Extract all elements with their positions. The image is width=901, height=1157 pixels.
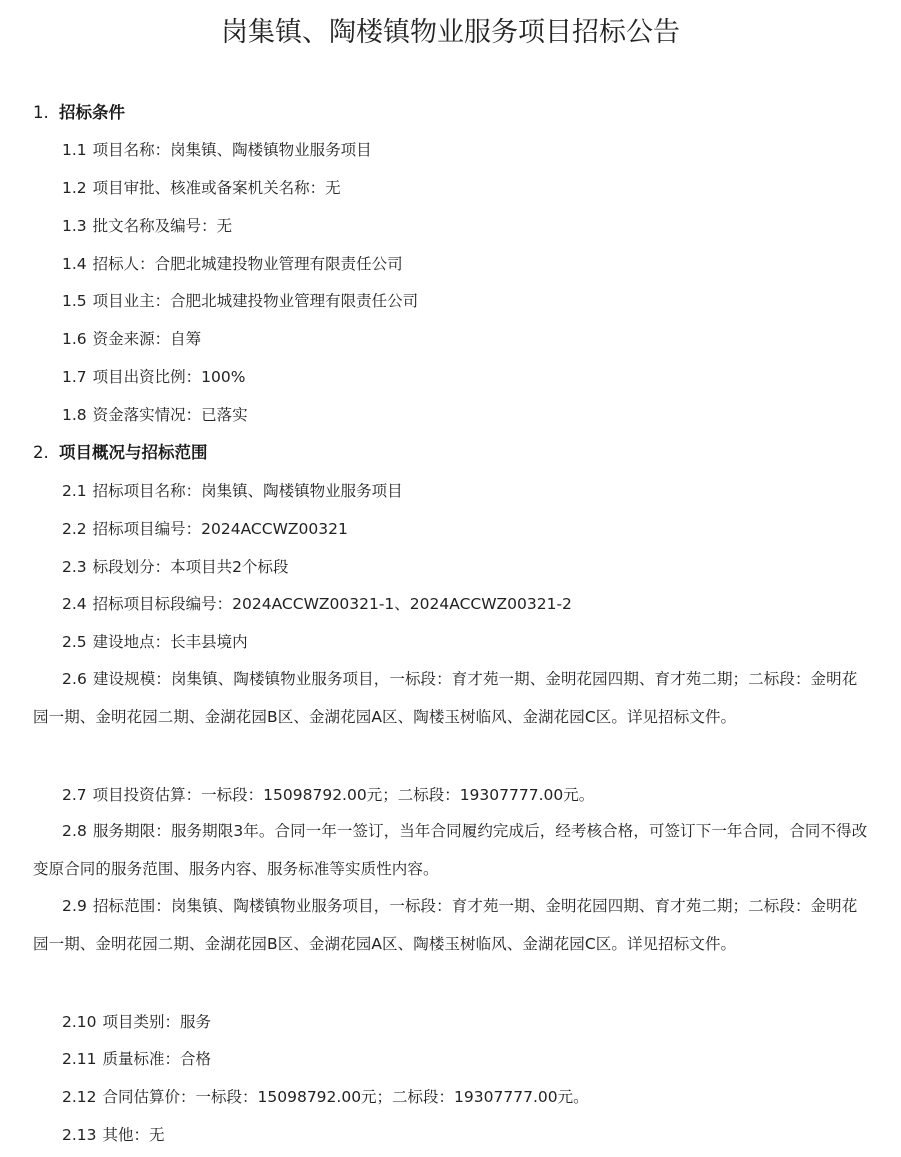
paragraph-item bbox=[33, 888, 868, 963]
item-number: 2.13 bbox=[62, 1126, 97, 1144]
list-item bbox=[62, 1010, 211, 1034]
item-text: 项目业主：合肥北城建投物业管理有限责任公司 bbox=[92, 292, 419, 310]
section-title: 项目概况与招标范围 bbox=[59, 443, 208, 462]
item-number: 2.3 bbox=[62, 558, 87, 576]
item-number: 1.5 bbox=[62, 292, 87, 310]
list-item bbox=[62, 138, 372, 162]
item-text: 建设规模：岗集镇、陶楼镇物业服务项目，一标段：育才苑一期、金明花园四期、育才苑二期；二标段：金明花园一期、金明花园二期、金湖花园B区、金湖花园A区、陶楼玉树临风、金湖花园C区。详见招标文件。 bbox=[33, 670, 858, 726]
item-text: 资金来源：自筹 bbox=[92, 330, 202, 348]
item-text: 项目出资比例：100% bbox=[92, 368, 246, 386]
item-text: 招标范围：岗集镇、陶楼镇物业服务项目，一标段：育才苑一期、金明花园四期、育才苑二期；二标段：金明花园一期、金明花园二期、金湖花园B区、金湖花园A区、陶楼玉树临风、金湖花园C区。详见招标文件。 bbox=[33, 897, 858, 953]
item-number: 1.4 bbox=[62, 255, 87, 273]
item-number: 2.7 bbox=[62, 786, 87, 804]
section-number: 2. bbox=[33, 443, 49, 462]
list-item bbox=[62, 1047, 211, 1071]
list-item bbox=[62, 517, 348, 541]
list-item bbox=[62, 630, 248, 654]
paragraph-item bbox=[33, 813, 868, 888]
list-item bbox=[62, 252, 403, 276]
section-number: 1. bbox=[33, 103, 49, 122]
item-number: 1.6 bbox=[62, 330, 87, 348]
list-item bbox=[62, 783, 594, 807]
item-number: 2.9 bbox=[62, 897, 87, 915]
item-number: 2.10 bbox=[62, 1013, 97, 1031]
item-text: 项目投资估算：一标段：15098792.00元；二标段：19307777.00元。 bbox=[92, 786, 595, 804]
item-text: 招标人：合肥北城建投物业管理有限责任公司 bbox=[92, 255, 403, 273]
section-heading-2 bbox=[33, 441, 208, 465]
item-number: 2.4 bbox=[62, 595, 87, 613]
item-number: 2.11 bbox=[62, 1050, 97, 1068]
list-item bbox=[62, 403, 248, 427]
section-title: 招标条件 bbox=[59, 103, 125, 122]
item-number: 1.8 bbox=[62, 406, 87, 424]
list-item bbox=[62, 327, 201, 351]
list-item bbox=[62, 592, 572, 616]
item-number: 1.2 bbox=[62, 179, 87, 197]
item-number: 2.2 bbox=[62, 520, 87, 538]
item-text: 招标项目编号：2024ACCWZ00321 bbox=[92, 520, 348, 538]
item-number: 2.6 bbox=[62, 670, 87, 688]
list-item bbox=[62, 555, 289, 579]
section-heading-1 bbox=[33, 101, 125, 125]
item-text: 项目类别：服务 bbox=[102, 1013, 212, 1031]
item-text: 合同估算价：一标段：15098792.00元；二标段：19307777.00元。 bbox=[102, 1088, 589, 1106]
item-text: 招标项目名称：岗集镇、陶楼镇物业服务项目 bbox=[92, 482, 403, 500]
paragraph-item bbox=[33, 661, 868, 736]
item-text: 招标项目标段编号：2024ACCWZ00321-1、2024ACCWZ00321-2 bbox=[92, 595, 572, 613]
list-item bbox=[62, 365, 245, 389]
item-text: 批文名称及编号：无 bbox=[92, 217, 233, 235]
item-number: 2.12 bbox=[62, 1088, 97, 1106]
item-number: 1.7 bbox=[62, 368, 87, 386]
list-item bbox=[62, 214, 232, 238]
page-title: 岗集镇、陶楼镇物业服务项目招标公告 bbox=[221, 17, 680, 48]
list-item bbox=[62, 289, 418, 313]
item-number: 2.1 bbox=[62, 482, 87, 500]
item-text: 资金落实情况：已落实 bbox=[92, 406, 248, 424]
list-item bbox=[62, 479, 403, 503]
item-number: 2.8 bbox=[62, 822, 87, 840]
item-text: 其他：无 bbox=[102, 1126, 165, 1144]
item-text: 标段划分：本项目共2个标段 bbox=[92, 558, 289, 576]
item-number: 1.3 bbox=[62, 217, 87, 235]
item-number: 1.1 bbox=[62, 141, 87, 159]
item-number: 2.5 bbox=[62, 633, 87, 651]
item-text: 项目名称：岗集镇、陶楼镇物业服务项目 bbox=[92, 141, 372, 159]
item-text: 建设地点：长丰县境内 bbox=[92, 633, 248, 651]
item-text: 质量标准：合格 bbox=[102, 1050, 212, 1068]
item-text: 项目审批、核准或备案机关名称：无 bbox=[92, 179, 341, 197]
list-item bbox=[62, 1085, 589, 1109]
list-item bbox=[62, 176, 341, 200]
list-item bbox=[62, 1123, 165, 1147]
item-text: 服务期限：服务期限3年。合同一年一签订，当年合同履约完成后，经考核合格，可签订下一年合同，合同不得改变原合同的服务范围、服务内容、服务标准等实质性内容。 bbox=[33, 822, 868, 878]
